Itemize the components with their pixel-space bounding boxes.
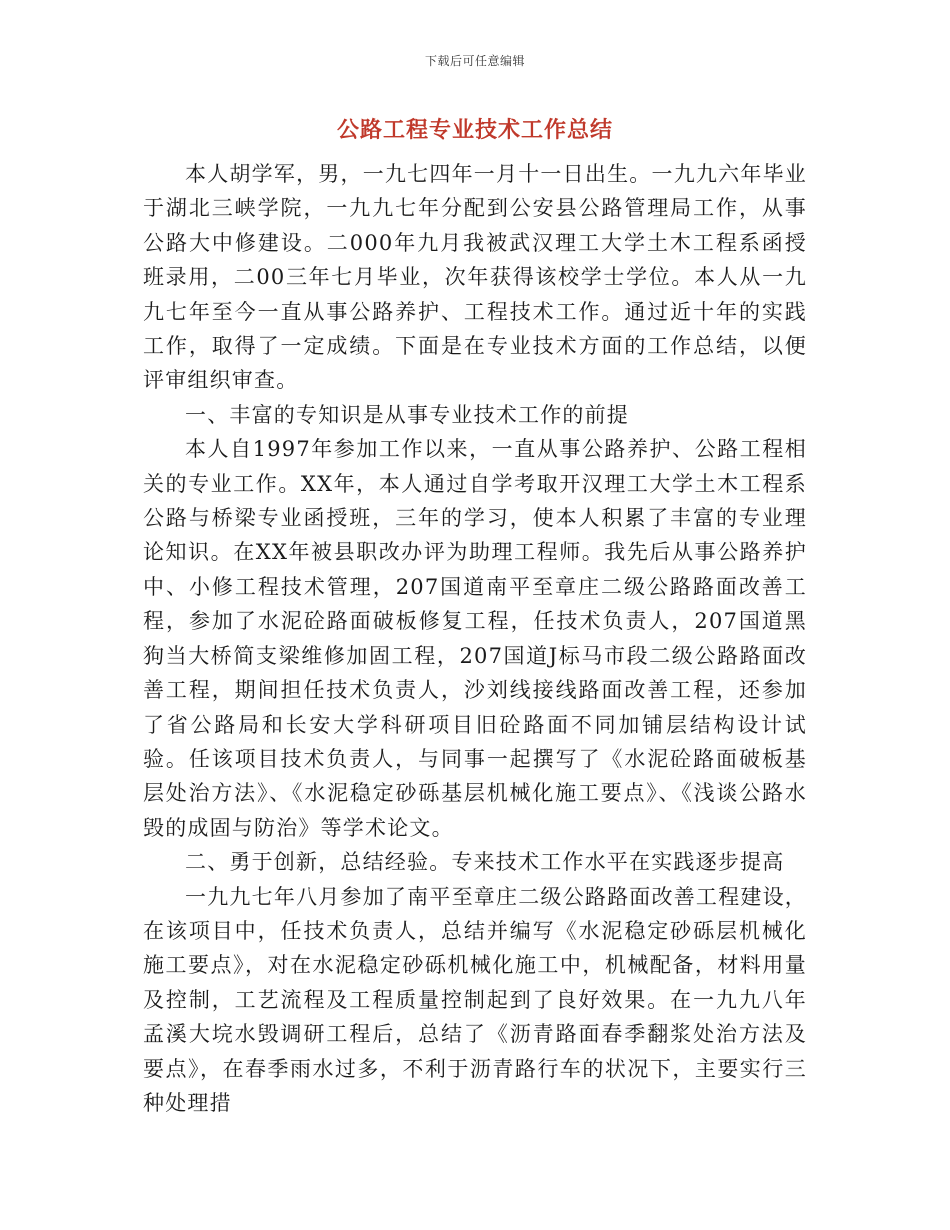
document-title: 公路工程专业技术工作总结: [336, 117, 613, 143]
section-heading-2: 二、勇于创新，总结经验。专来技术工作水平在实践逐步提高: [185, 850, 785, 875]
paragraph-intro: 本人胡学军，男，一九七四年一月十一日出生。一九九六年毕业于湖北三峡学院，一九九七年分配到公安县公路管理局工作，从事公路大中修建设。二000年九月我被武汉理工大学土木工程系函授班录用，二00三年七月毕业，次年获得该校学士学位。本人从一九九七年至今一直从事公路养护、工程技术工作。通过近十年的实践工作，取得了一定成绩。下面是在专业技术方面的工作总结，以便评审组织审查。: [143, 162, 807, 393]
header-note: 下载后可任意编辑: [424, 54, 525, 68]
paragraph-section-1: 本人自1997年参加工作以来，一直从事公路养护、公路工程相关的专业工作。XX年，本人通过自学考取开汉理工大学土木工程系公路与桥梁专业函授班，三年的学习，使本人积累了丰富的专业理论知识。在XX年被县职改办评为助理工程师。我先后从事公路养护中、小修工程技术管理，207国道南平至章庄二级公路路面改善工程，参加了水泥砼路面破板修复工程，任技术负责人，207国道黑狗当大桥简支梁维修加固工程，207国道J标马市段二级公路路面改善工程，期间担任技术负责人，沙刘线接线路面改善工程，还参加了省公路局和长安大学科研项目旧砼路面不同加铺层结构设计试验。任该项目技术负责人，与同事一起撰写了《水泥砼路面破板基层处治方法》、《水泥稳定砂砾基层机械化施工要点》、《浅谈公路水毁的成固与防治》等学术论文。: [143, 437, 807, 840]
section-heading-1: 一、丰富的专知识是从事专业技术工作的前提: [185, 402, 629, 427]
document-body: [143, 157, 807, 1120]
paragraph-section-2: 一九九七年八月参加了南平至章庄二级公路路面改善工程建设，在该项目中，任技术负责人，总结并编写《水泥稳定砂砾层机械化施工要点》，对在水泥稳定砂砾机械化施工中，机械配备，材料用量及控制，工艺流程及工程质量控制起到了良好效果。在一九九八年孟溪大垸水毁调研工程后，总结了《沥青路面春季翻浆处治方法及要点》，在春季雨水过多，不利于沥青路行车的状况下，主要实行三种处理措: [143, 884, 807, 1115]
